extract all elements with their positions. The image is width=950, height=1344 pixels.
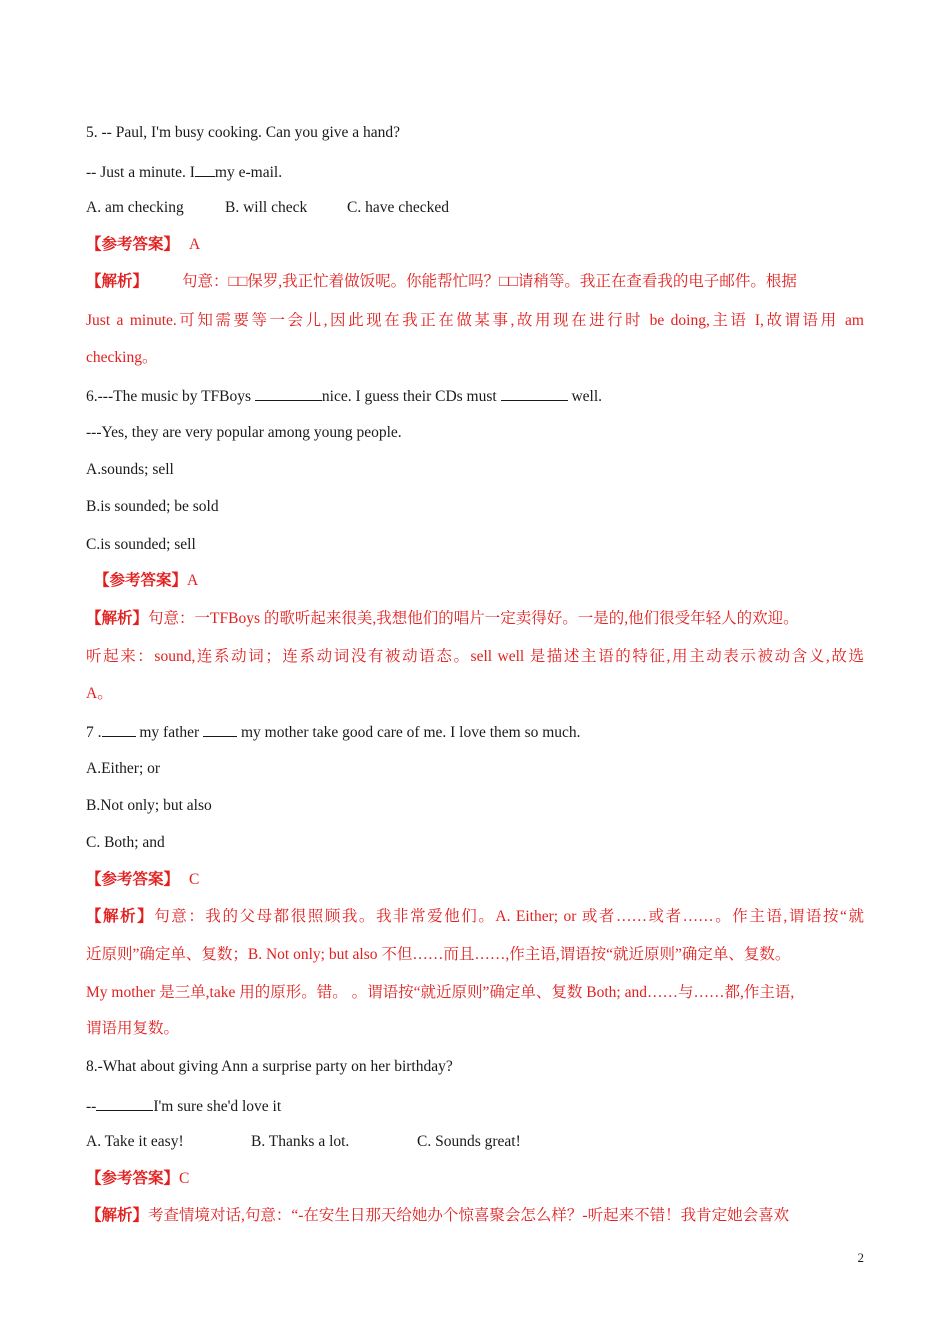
q7-analysis-line1 (86, 907, 864, 927)
page-number: 2 (857, 1250, 864, 1265)
q6-answer (94, 571, 864, 591)
q7-stem (86, 721, 864, 743)
q7-blank-2 (203, 721, 237, 737)
q7-analysis-line2: 近原则”确定单、复数；B. Not only; but also 不但……而且……,作主语,谓语按“就近原则”确定单、复数。 (86, 946, 791, 963)
q8-analysis-text1: 考查情境对话,句意：“-在安生日那天给她办个惊喜聚会怎么样？-听起来不错！我肯定她会喜欢 (148, 1207, 790, 1224)
q6-stem-post: well. (567, 388, 603, 405)
q7-option-c: C. Both; and (86, 834, 165, 851)
q6-analysis-text1: 句意：一TFBoys 的歌听起来很美,我想他们的唱片一定卖得好。一是的,他们很受年轻人的欢迎。 (148, 610, 799, 627)
q7-stem-pre: 7 . (86, 724, 102, 741)
q6-stem (86, 385, 864, 407)
q5-options (86, 198, 864, 218)
q6-analysis-line2: 听起来：sound,连系动词；连系动词没有被动语态。sell well 是描述主语的特征,用主动表示被动含义,故选 (86, 648, 864, 665)
q8-analysis-label: 【解析】 (86, 1207, 149, 1224)
q5-stem: 5. -- Paul, I'm busy cooking. Can you give a hand? (86, 124, 401, 141)
q8-reply-pre: -- (86, 1098, 97, 1115)
q6-option-a: A.sounds; sell (86, 461, 174, 478)
q8-options (86, 1132, 864, 1152)
q8-answer-label: 【参考答案】 (86, 1170, 180, 1187)
q7-option-b: B.Not only; but also (86, 797, 212, 814)
q7-analysis-line4: 谓语用复数。 (86, 1020, 180, 1037)
q7-answer-value: C (189, 871, 200, 888)
q5-answer-value: A (189, 236, 201, 253)
q5-answer-label: 【参考答案】 (86, 236, 180, 253)
q5-reply-pre: -- Just a minute. I (86, 164, 195, 181)
q5-blank (195, 161, 215, 177)
q6-analysis-label: 【解析】 (86, 610, 149, 627)
q8-option-c: C. Sounds great! (417, 1133, 521, 1150)
q5-option-c: C. have checked (347, 199, 449, 216)
q5-option-a: A. am checking (86, 199, 184, 216)
q6-analysis-line3: A。 (86, 685, 113, 702)
q7-option-a: A.Either; or (86, 760, 161, 777)
q8-answer (86, 1169, 864, 1189)
q8-option-b: B. Thanks a lot. (251, 1133, 350, 1150)
q5-analysis-line2: Just a minute.可知需要等一会儿,因此现在我正在做某事,故用现在进行时 be doing,主语 I,故谓语用 am (86, 312, 864, 329)
q6-analysis-line1 (86, 609, 864, 629)
q6-answer-value: A (187, 572, 199, 589)
q8-reply-post: I'm sure she'd love it (153, 1098, 282, 1115)
q7-analysis-line3: My mother 是三单,take 用的原形。错。 。谓语按“就近原则”确定单、复数 Both; and……与……都,作主语, (86, 984, 795, 1001)
q6-reply: ---Yes, they are very popular among young people. (86, 424, 402, 441)
q8-option-a: A. Take it easy! (86, 1133, 184, 1150)
q5-analysis-text1: 句意：□□保罗,我正忙着做饭呢。你能帮忙吗？□□请稍等。我正在查看我的电子邮件。根据 (182, 273, 797, 290)
q7-answer-label: 【参考答案】 (86, 871, 180, 888)
q6-blank-2 (501, 385, 568, 401)
q7-stem-mid: my father (135, 724, 204, 741)
q8-analysis-line1 (86, 1206, 864, 1226)
q6-option-c: C.is sounded; sell (86, 536, 196, 553)
q8-answer-value: C (179, 1170, 190, 1187)
q6-blank-1 (255, 385, 322, 401)
q7-answer (86, 870, 864, 890)
q5-option-b: B. will check (225, 199, 308, 216)
q5-analysis-line3: checking。 (86, 349, 158, 366)
q6-stem-pre: 6.---The music by TFBoys (86, 388, 255, 405)
q5-answer (86, 235, 864, 255)
q5-analysis-line1 (86, 272, 864, 292)
q8-reply (86, 1095, 864, 1117)
q7-stem-post: my mother take good care of me. I love them so much. (237, 724, 581, 741)
q7-analysis-text1: 句意：我的父母都很照顾我。我非常爱他们。A. Either; or 或者……或者……。作主语,谓语按“就 (154, 908, 864, 925)
q6-answer-label: 【参考答案】 (94, 572, 188, 589)
q6-stem-mid: nice. I guess their CDs must (321, 388, 501, 405)
q5-reply-post: my e-mail. (214, 164, 283, 181)
q8-stem: 8.-What about giving Ann a surprise party on her birthday? (86, 1058, 453, 1075)
q5-analysis-label: 【解析】 (86, 273, 149, 290)
q6-option-b: B.is sounded; be sold (86, 498, 219, 515)
q7-analysis-label: 【解析】 (86, 908, 155, 925)
q5-reply (86, 161, 864, 183)
q8-blank (96, 1095, 153, 1111)
q7-blank-1 (102, 721, 136, 737)
